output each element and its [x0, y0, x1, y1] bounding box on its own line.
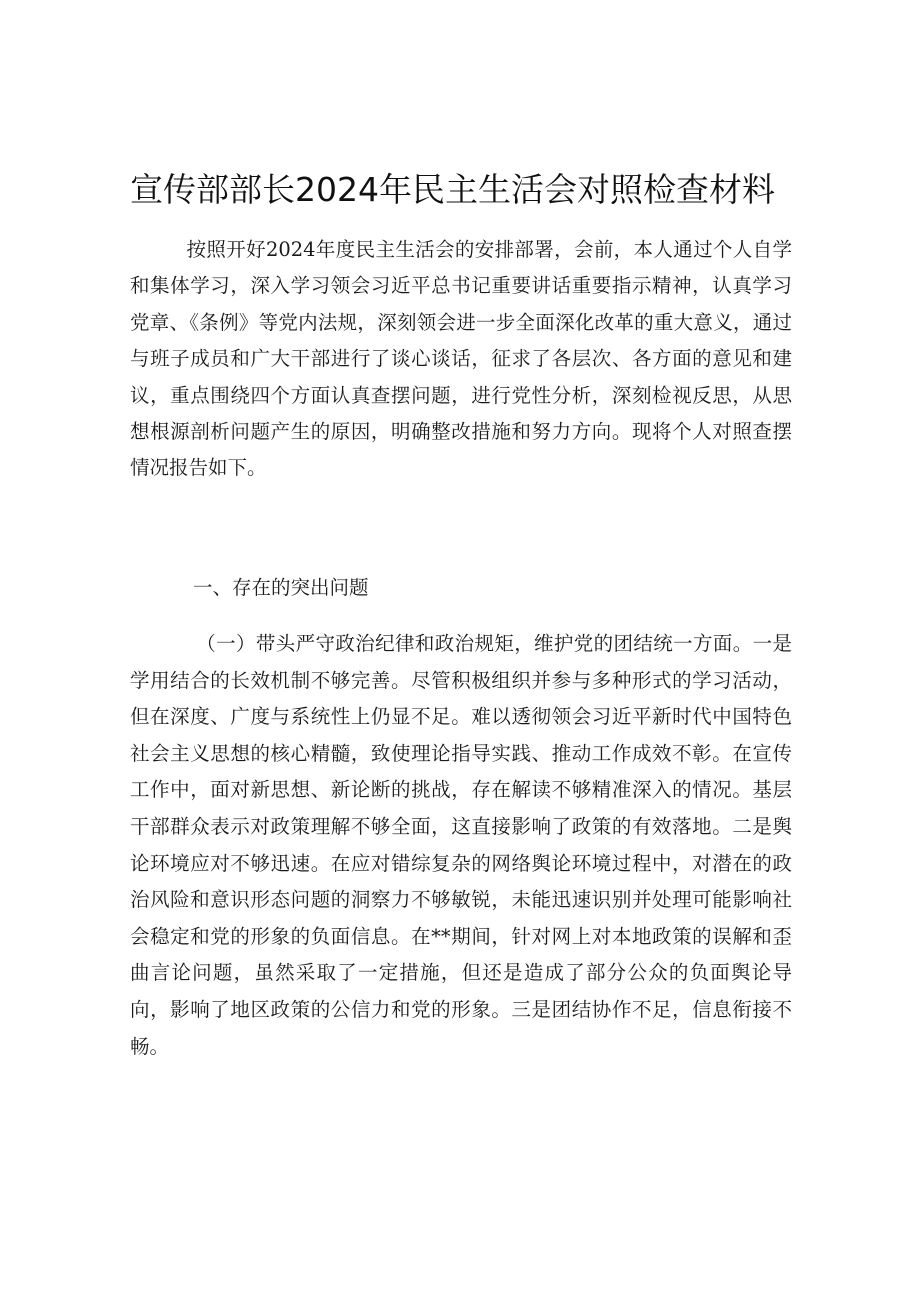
section-heading: 一、存在的突出问题: [193, 576, 369, 599]
section-paragraph: （一）带头严守政治纪律和政治规矩，维护党的团结统一方面。一是学用结合的长效机制不够完善。尽管积极组织并参与多种形式的学习活动，但在深度、广度与系统性上仍显不足。难以透彻领会习近平新时代中国特色社会主义思想的核心精髓，致使理论指导实践、推动工作成效不彰。在宣传工作中，面对新思想、新论断的挑战，存在解读不够精准深入的情况。基层干部群众表示对政策理解不够全面，这直接影响了政策的有效落地。二是舆论环境应对不够迅速。在应对错综复杂的网络舆论环境过程中，对潜在的政治风险和意识形态问题的洞察力不够敏锐，未能迅速识别并处理可能影响社会稳定和党的形象的负面信息。在**期间，针对网上对本地政策的误解和歪曲言论问题，虽然采取了一定措施，但还是造成了部分公众的负面舆论导向，影响了地区政策的公信力和党的形象。三是团结协作不足，信息衔接不畅。: [130, 632, 792, 1058]
document-title: 宣传部部长2024年民主生活会对照检查材料: [130, 170, 775, 209]
intro-paragraph: 按照开好2024年度民主生活会的安排部署，会前，本人通过个人自学和集体学习，深入学习领会习近平总书记重要讲话重要指示精神，认真学习党章、《条例》等党内法规，深刻领会进一步全面深化改革的重大意义，通过与班子成员和广大干部进行了谈心谈话，征求了各层次、各方面的意见和建议，重点围绕四个方面认真查摆问题，进行党性分析，深刻检视反思，从思想根源剖析问题产生的原因，明确整改措施和努力方向。现将个人对照查摆情况报告如下。: [130, 238, 792, 480]
